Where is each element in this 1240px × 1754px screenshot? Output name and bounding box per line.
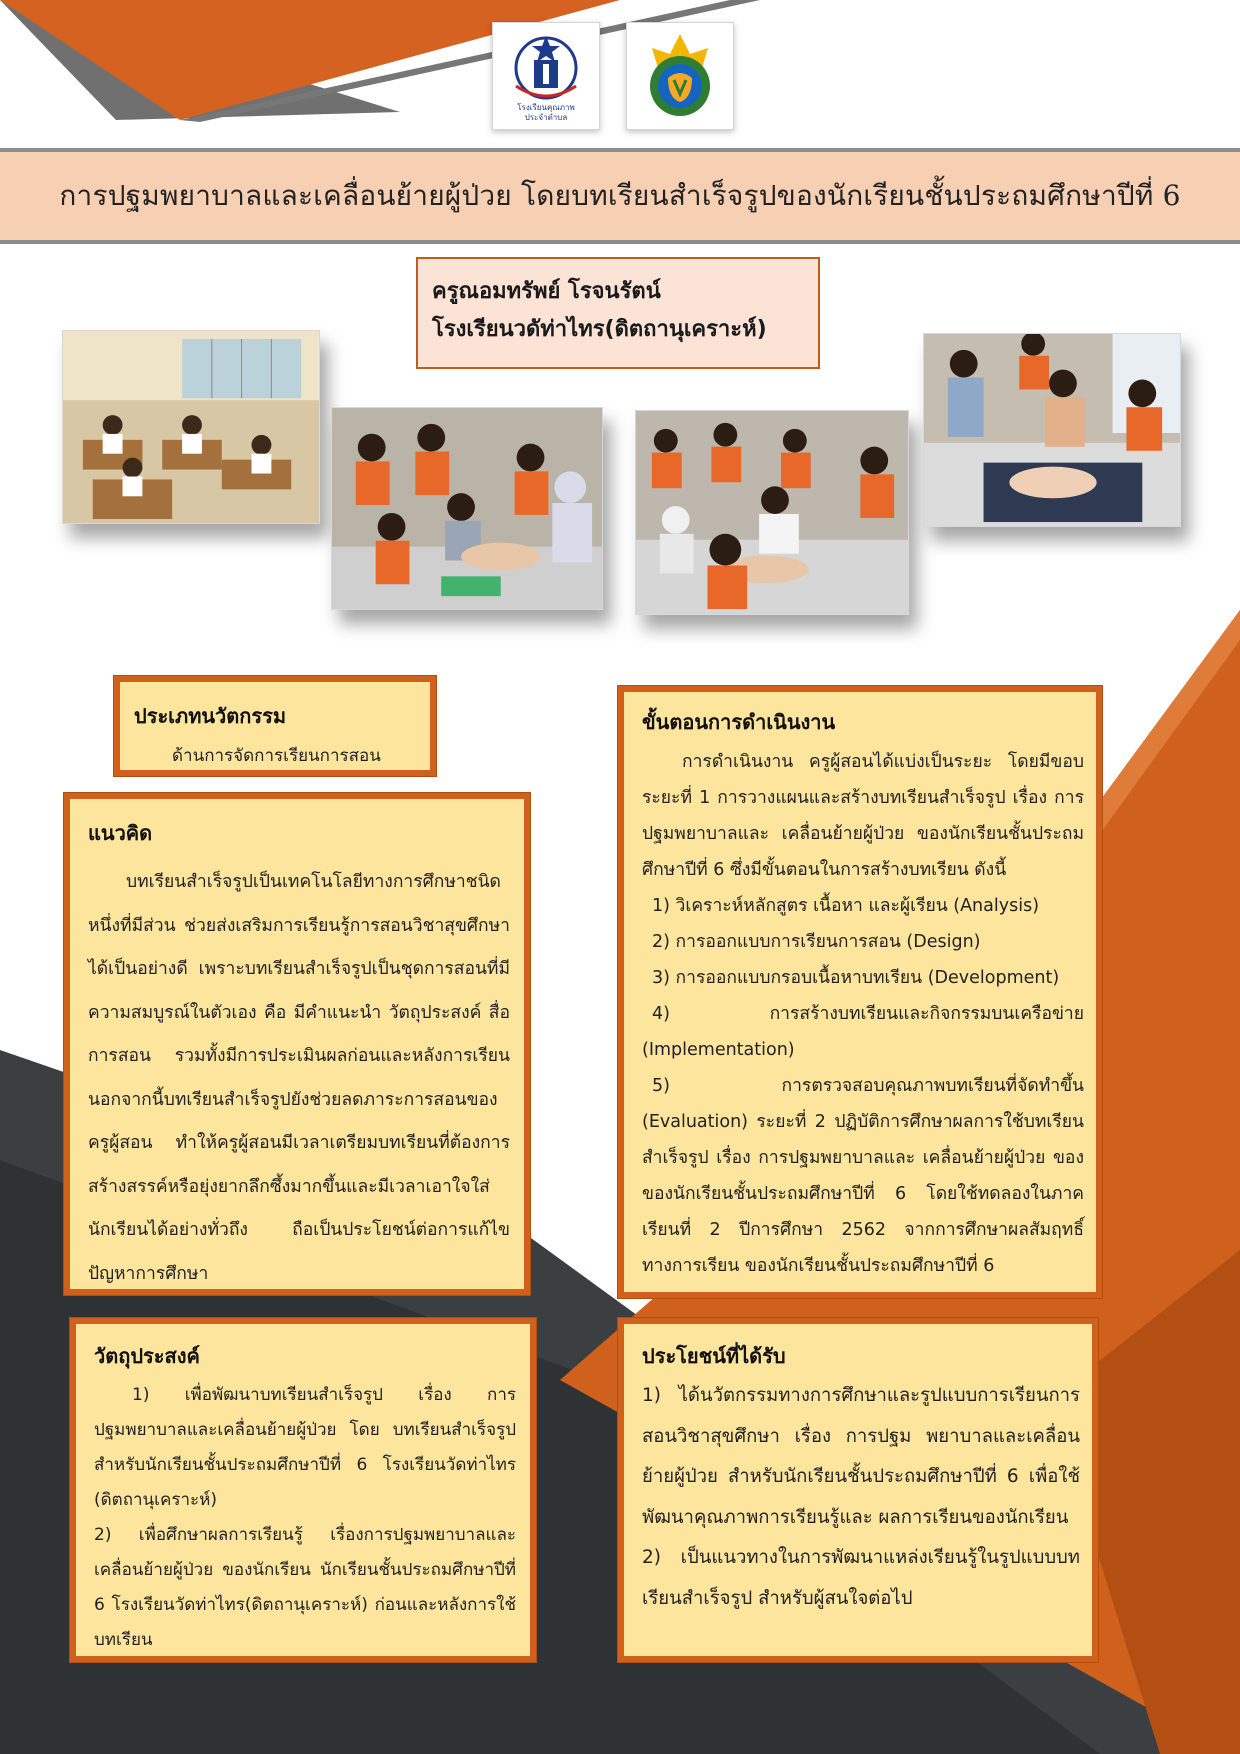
step-item: 3) การออกแบบกรอบเนื้อหาบทเรียน (Development) <box>652 968 1060 988</box>
objectives-heading: วัตถุประสงค์ <box>94 1344 200 1368</box>
author-name: ครูณอมทรัพย์ โรจนรัตน์ <box>432 279 661 304</box>
concept-box <box>64 793 530 1295</box>
photo-cpr-group-2 <box>635 410 909 615</box>
step-item: 1) วิเคราะห์หลักสูตร เนื้อหา และผู้เรียน (Analysis) <box>652 896 1040 916</box>
poster-title: การปฐมพยาบาลและเคลื่อนย้ายผู้ป่วย โดยบทเรียนสำเร็จรูปของนักเรียนชั้นประถมศึกษาปีที่ 6 <box>59 179 1181 212</box>
steps-box <box>618 686 1102 1298</box>
logo-row <box>492 22 734 130</box>
step-item: 2) การออกแบบการเรียนการสอน (Design) <box>652 932 981 952</box>
benefit-item: 2) เป็นแนวทางในการพัฒนาแหล่งเรียนรู้ในรูปแบบบทเรียนสำเร็จรูป สำหรับผู้สนใจต่อไป <box>642 1547 1080 1609</box>
innovation-type-value: ด้านการจัดการเรียนการสอน <box>172 746 381 766</box>
photo-cpr-group-1 <box>331 407 603 610</box>
objective-item: 1) เพื่อพัฒนาบทเรียนสำเร็จรูป เรื่อง การปฐมพยาบาลและเคลื่อนย้ายผู้ป่วย โดย บทเรียนสำเร็จรูปสำหรับนักเรียนชั้นประถมศึกษาปีที่ 6 โรงเรียนวัดท่าไทร (ดิตถานุเคราะห์) <box>94 1385 516 1510</box>
steps-heading: ขั้นตอนการดำเนินงาน <box>642 710 836 734</box>
school-logo-kunnaphap <box>492 22 600 130</box>
steps-lead: การดำเนินงาน ครูผู้สอนได้แบ่งเป็นระยะ โดยมีขอบระยะที่ 1 การวางแผนและสร้างบทเรียนสำเร็จรูป เรื่อง การปฐมพยาบาลและ เคลื่อนย้ายผู้ป่วย ของนักเรียนชั้นประถมศึกษาปีที่ 6 ซึ่งมีขั้นตอนในการสร้างบทเรียน ดังนี้ <box>642 752 1084 880</box>
innovation-type-heading: ประเภทนวัตกรรม <box>134 704 287 728</box>
objective-item: 2) เพื่อศึกษาผลการเรียนรู้ เรื่องการปฐมพยาบาลและเคลื่อนย้ายผู้ป่วย ของนักเรียน นักเรียนชั้นประถมศึกษาปีที่ 6 โรงเรียนวัดท่าไทร(ดิตถานุเคราะห์) ก่อนและหลังการใช้บทเรียน <box>94 1525 516 1650</box>
concept-heading: แนวคิด <box>88 821 153 845</box>
benefit-item: 1) ได้นวัตกรรมทางการศึกษาและรูปแบบการเรียนการสอนวิชาสุขศึกษา เรื่อง การปฐม พยาบาลและเคลื่อนย้ายผู้ป่วย สำหรับนักเรียนชั้นประถมศึกษาปีที่ 6 เพื่อใช้พัฒนาคุณภาพการเรียนรู้และ ผลการเรียนของนักเรียน <box>642 1385 1080 1528</box>
school-logo-watthathai <box>626 22 734 130</box>
kunnaphap-emblem-icon <box>498 28 594 124</box>
watthathai-emblem-icon <box>632 28 728 124</box>
steps-list <box>642 888 1084 1284</box>
objectives-box <box>70 1318 536 1662</box>
author-school: โรงเรียนวดัท่าไทร(ดิตถานุเคราะห์) <box>432 317 767 342</box>
photo-classroom <box>62 330 320 524</box>
concept-body: บทเรียนสำเร็จรูปเป็นเทคโนโลยีทางการศึกษาชนิดหนึ่งที่มีส่วน ช่วยส่งเสริมการเรียนรู้การสอนวิชาสุขศึกษาได้เป็นอย่างดี เพราะบทเรียนสำเร็จรูปเป็นชุดการสอนที่มี ความสมบูรณ์ในตัวเอง คือ มีคำแนะนำ วัตถุประสงค์ สื่อการสอน รวมทั้งมีการประเมินผลก่อนและหลังการเรียน นอกจากนี้บทเรียนสำเร็จรูปยังช่วยลดภาระการสอนของครูผู้สอน ทำให้ครูผู้สอนมีเวลาเตรียมบทเรียนที่ต้องการสร้างสรรค์หรือยุ่งยากลึกซึ้งมากขึ้นและมีเวลาเอาใจใส่นักเรียนได้อย่างทั่วถึง ถือเป็นประโยชน์ต่อการแก้ไขปัญหาการศึกษา <box>88 872 510 1284</box>
innovation-type-box <box>114 676 436 776</box>
benefits-box <box>618 1318 1098 1662</box>
author-box <box>416 257 820 369</box>
svg-text:โรงเรียนคุณภาพ: โรงเรียนคุณภาพ <box>517 103 575 112</box>
step-item: 4) การสร้างบทเรียนและกิจกรรมบนเครือข่าย (Implementation) <box>642 1004 1084 1060</box>
benefits-heading: ประโยชน์ที่ได้รับ <box>642 1344 786 1368</box>
step-item: 5) การตรวจสอบคุณภาพบทเรียนที่จัดทำขึ้น (Evaluation) ระยะที่ 2 ปฏิบัติการศึกษาผลการใช้บทเรียนสำเร็จรูป เรื่อง การปฐมพยาบาลและ เคลื่อนย้ายผู้ป่วย ของของนักเรียนชั้นประถมศึกษาปีที่ 6 โดยใช้ทดลองในภาคเรียนที่ 2 ปีการศึกษา 2562 จากการศึกษาผลสัมฤทธิ์ทางการเรียน ของนักเรียนชั้นประถมศึกษาปีที่ 6 <box>642 1076 1084 1276</box>
svg-text:ประจำตำบล: ประจำตำบล <box>524 113 568 122</box>
photo-cpr-teacher <box>923 333 1181 527</box>
title-band <box>0 148 1240 244</box>
